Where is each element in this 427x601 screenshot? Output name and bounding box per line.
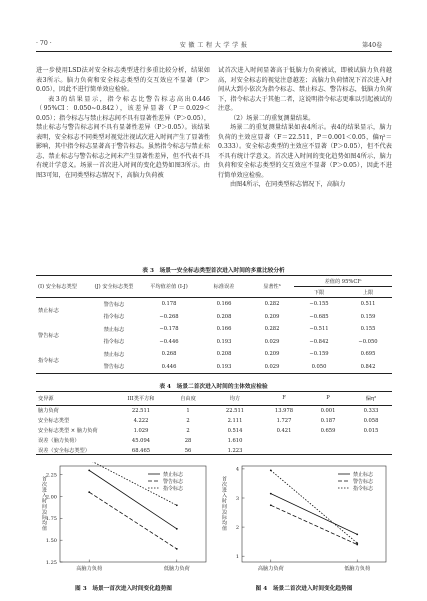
table-cell: 指令标志 xyxy=(103,339,125,346)
table-cell: 22.511 xyxy=(225,407,245,414)
data-point xyxy=(356,533,358,535)
page-number: · 70 · xyxy=(36,40,52,47)
table-cell: 安全标志类型 × 脑力负荷 xyxy=(38,428,98,434)
table-cell: 0.695 xyxy=(360,351,376,358)
table-cell: 0.208 xyxy=(216,313,232,320)
table-cell: −0.155 xyxy=(309,301,329,308)
table4 xyxy=(36,392,392,456)
paragraph: 由图4所示，在同类型标志情况下，高脑力 xyxy=(230,181,346,188)
table-cell: 0.193 xyxy=(216,363,232,370)
table-row xyxy=(36,336,392,349)
table-cell: 误差（脑力负荷） xyxy=(38,438,80,444)
data-point xyxy=(176,528,178,530)
table-header: 上限 xyxy=(362,289,374,296)
table-cell: 2 xyxy=(186,427,190,434)
table-cell: 13.978 xyxy=(274,407,294,414)
table-cell: 0.166 xyxy=(216,301,232,308)
table-header: III类平方和 xyxy=(127,395,155,402)
table-cell: −0.050 xyxy=(358,338,378,345)
table-cell: 1.029 xyxy=(133,427,149,434)
legend-label: 禁止标志 xyxy=(163,471,184,478)
table-cell: 0.193 xyxy=(216,338,232,345)
table-cell: 0.209 xyxy=(264,351,280,358)
series-line xyxy=(271,494,357,535)
paragraph: 表3的结果显示，指令标志比警告标志高出0.446（95%CI：0.050~0.842），该差异显著（P＝0.029＜0.05）；指令标志与禁止标志间不具有显著性差异（P＞0.05），禁止标志与警告标志间不具有显著性差异（P＞0.05）。该结果表明，安全标志不同类型对视觉注视试次进入时间产生了显著性影响，其中指令标志显著高于警告标志。虽然指令标志与禁止标志、禁止标志与警告标志之间未产生显著性差异，但不代表不具有统计学意义。场景一首次进入时间的变化趋势如图3所示。由图3可知，在同类型标志情况下，高脑力负荷被 xyxy=(36,95,211,179)
table-header: F xyxy=(282,395,286,402)
table-row xyxy=(36,416,392,426)
table-header: 偏η² xyxy=(365,395,377,402)
table-cell: 禁止标志 xyxy=(38,308,59,314)
table-cell: 0.446 xyxy=(161,363,177,370)
table-header: 平均值差值 (I-J) xyxy=(150,284,188,290)
x-tick-label: 低脑力负荷 xyxy=(344,566,371,572)
y-tick-label: 2.25 xyxy=(45,472,57,479)
table-cell: 0.268 xyxy=(161,351,177,358)
table-cell: 脑力负荷 xyxy=(38,408,59,414)
x-tick-label: 高脑力负荷 xyxy=(257,566,284,572)
table-cell xyxy=(306,436,350,446)
table-cell: −0.159 xyxy=(309,351,329,358)
table-row xyxy=(36,405,392,416)
figure3-chart xyxy=(36,462,211,580)
table-cell: −0.511 xyxy=(309,326,329,333)
table-cell xyxy=(262,436,306,446)
table-cell: 0.208 xyxy=(216,351,232,358)
table-cell: 0.001 xyxy=(320,407,336,414)
table-cell: 0.050 xyxy=(311,363,327,370)
paragraph: 进一步使用LSD法对安全标志类型进行多重比较分析，结果如表3所示。脑力负荷和安全标志类型的交互效应不显著（P＞0.05），因此不进行简单效应检验。 xyxy=(36,67,210,93)
data-point xyxy=(88,469,90,471)
table-cell: 0.209 xyxy=(264,313,280,320)
table-cell xyxy=(350,436,392,446)
table-cell: 56 xyxy=(184,447,192,454)
table-row xyxy=(36,323,392,336)
table-header: 显著性ᵇ xyxy=(263,284,281,290)
x-tick-label: 低脑力负荷 xyxy=(163,566,190,572)
table-row xyxy=(36,361,392,374)
data-point xyxy=(88,491,90,493)
table-cell: 0.159 xyxy=(360,313,376,320)
paragraph: 场景二的重复测量结果如表4所示。表4的结果显示，脑力负荷的主效应显著（F＝22.511，P＝0.001＜0.05，偏η²＝0.333）。安全标志类型的主效应不显著（P＞0.05），但不代表不具有统计学意义。首次进入时间的变化趋势如图4所示，脑力负荷和安全标志类型的交互效应不显著（P＞0.05），因此不进行简单效应检验。 xyxy=(218,124,392,179)
legend-label: 指令标志 xyxy=(353,485,374,492)
table-cell: −0.268 xyxy=(159,313,179,320)
table-cell: 0.282 xyxy=(264,326,280,333)
table-cell: 2 xyxy=(186,417,190,424)
table-cell: 45.094 xyxy=(131,437,151,444)
y-axis-label: 首次进入时间边际均值 xyxy=(221,476,227,531)
x-tick-label: 高脑力负荷 xyxy=(76,566,103,572)
volume-label: 第40卷 xyxy=(362,42,383,49)
table-header: 下限 xyxy=(313,289,325,296)
table-cell: 禁止标志 xyxy=(103,351,125,358)
data-point xyxy=(176,504,178,506)
y-tick-label: 1.25 xyxy=(45,559,57,566)
y-tick-label: 1.50 xyxy=(45,537,57,544)
journal-title: 安 徽 工 程 大 学 学 报 xyxy=(179,42,248,49)
left-column xyxy=(36,66,210,180)
figure4-caption: 图 4 场景二首次进入时间变化趋势图 xyxy=(255,586,353,592)
table-header: P xyxy=(326,395,330,402)
table4-caption: 表 4 场景二首次进入时间的主体效应检验 xyxy=(159,384,268,390)
figure3-caption: 图 3 场景一首次进入时间变化趋势图 xyxy=(75,586,172,592)
table-cell: 误差（安全标志类型） xyxy=(38,448,90,454)
data-point xyxy=(270,504,272,506)
y-tick-label: 1.75 xyxy=(45,516,57,523)
legend-label: 禁止标志 xyxy=(353,471,374,478)
table-cell: −0.446 xyxy=(159,338,179,345)
table-cell: 4.222 xyxy=(133,417,149,424)
table-cell: −0.842 xyxy=(309,338,329,345)
data-point xyxy=(270,493,272,495)
table3 xyxy=(36,276,392,373)
figure4-chart xyxy=(216,462,392,580)
table-cell: 0.511 xyxy=(360,301,376,308)
table-cell: 0.514 xyxy=(227,427,243,434)
table4-bottom-rule xyxy=(36,454,392,455)
table-cell: 指令标志 xyxy=(103,314,125,321)
table-cell: 指令标志 xyxy=(38,358,59,364)
table-row xyxy=(36,348,392,361)
table-row xyxy=(36,426,392,436)
table-cell: 0.178 xyxy=(161,301,177,308)
table3-bottom-rule xyxy=(36,373,392,374)
table-cell: 安全标志类型 xyxy=(38,418,70,424)
data-point xyxy=(356,542,358,544)
table-cell: 0.029 xyxy=(264,363,280,370)
table-cell: 警告标志 xyxy=(103,364,125,371)
table-cell: 2.111 xyxy=(227,417,243,424)
y-tick-label: 3 xyxy=(235,495,239,502)
table-cell: 警告标志 xyxy=(103,301,125,308)
y-tick-label: 1 xyxy=(235,553,239,560)
table-header: 差值的 95%CIᵇ xyxy=(294,276,392,287)
table-cell: 禁止标志 xyxy=(103,326,125,333)
table-header-row xyxy=(36,392,392,405)
table-cell: 0.058 xyxy=(363,417,379,424)
table-cell: 68.465 xyxy=(131,447,151,454)
table-cell: 22.511 xyxy=(131,407,151,414)
table-row xyxy=(36,298,392,311)
y-axis-label: 首次进入时间边际均值 xyxy=(41,476,47,531)
right-column xyxy=(218,66,392,190)
paragraph: 试首次进入时间显著高于低脑力负荷被试，即被试脑力负荷越高，对安全标志的视觉注意越差；高脑力负荷情况下首次进入时间从大到小依次为指令标志、禁止标志、警告标志，低脑力负荷下，指令标志大于其他二者，这说明指令标志更难以引起被试的注意。 xyxy=(218,67,392,112)
table-cell: −0.178 xyxy=(159,326,179,333)
table-header: 变异源 xyxy=(38,395,54,402)
table-header: (J) 安全标志类型 xyxy=(94,284,134,290)
table-cell: 0.282 xyxy=(264,301,280,308)
table-cell: 0.333 xyxy=(363,407,379,414)
table-cell: 0.029 xyxy=(264,338,280,345)
table-cell: 0.155 xyxy=(360,326,376,333)
table-cell: 0.187 xyxy=(320,417,336,424)
table-cell: 1.610 xyxy=(227,437,243,444)
y-tick-label: 2 xyxy=(235,524,239,531)
table-cell: 28 xyxy=(184,437,192,444)
legend-label: 指令标志 xyxy=(163,485,184,492)
table-header: 标准误差 xyxy=(213,284,235,290)
y-tick-label: 2.00 xyxy=(45,494,57,501)
legend-label: 警告标志 xyxy=(353,478,374,485)
y-tick-label: 4 xyxy=(235,466,239,473)
table-cell: 0.659 xyxy=(320,427,336,434)
table-row xyxy=(36,436,392,446)
plot-frame xyxy=(60,466,206,562)
table-cell: 0.842 xyxy=(360,363,376,370)
table-cell: 1.727 xyxy=(276,417,292,424)
series-line xyxy=(271,505,357,544)
header-rule xyxy=(36,51,392,52)
table-cell: 1.223 xyxy=(227,447,243,454)
table-cell: 0.166 xyxy=(216,326,232,333)
data-point xyxy=(176,548,178,550)
table-cell: 0.015 xyxy=(363,427,379,434)
table-cell: 0.421 xyxy=(276,427,292,434)
table-cell: 警告标志 xyxy=(38,333,59,339)
table-cell: 1 xyxy=(186,407,190,414)
table3-caption: 表 3 场景一安全标志类型首次进入时间的多重比较分析 xyxy=(142,268,285,274)
table-row xyxy=(36,311,392,324)
data-point xyxy=(270,469,272,471)
section-heading: （2）场景二的重复测量结果。 xyxy=(230,114,315,122)
table-header: 自由度 xyxy=(180,395,196,402)
table-cell: −0.685 xyxy=(309,313,329,320)
table-header: 均方 xyxy=(229,395,241,402)
legend-label: 警告标志 xyxy=(163,478,184,485)
table-header: (I) 安全标志类型 xyxy=(38,284,77,290)
